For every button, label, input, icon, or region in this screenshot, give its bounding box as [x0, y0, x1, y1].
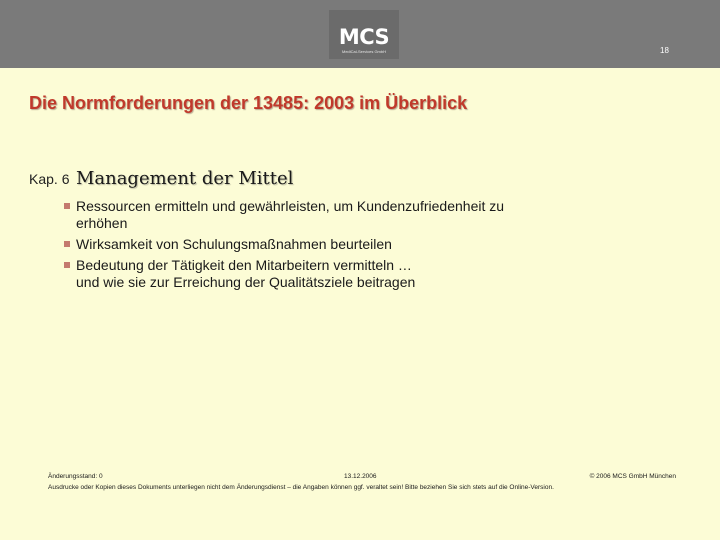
footer-disclaimer: Ausdrucke oder Kopien dieses Dokuments unterliegen nicht dem Änderungsdienst – die Angaben können ggf. veraltet sein! Bitte beziehen Sie sich stets auf die Online-Version.	[48, 484, 554, 491]
bullet-text: erhöhen	[76, 215, 128, 231]
footer-date: 13.12.2006	[344, 473, 377, 480]
bullet-text: und wie sie zur Erreichung der Qualitätsziele beitragen	[76, 274, 416, 290]
bullet-text: Wirksamkeit von Schulungsmaßnahmen beurteilen	[76, 236, 392, 252]
footer	[48, 471, 678, 493]
logo-text: MCS	[338, 24, 390, 49]
footer-meta-row	[48, 471, 678, 482]
bullet-item	[62, 257, 622, 291]
logo-subtext: MediCal-Services GmbH	[341, 48, 386, 54]
chapter-title: Management der Mittel	[75, 168, 294, 189]
square-bullet-icon	[64, 262, 70, 268]
bullet-text: Bedeutung der Tätigkeit den Mitarbeitern vermitteln …	[76, 257, 412, 273]
bullet-text: Ressourcen ermitteln und gewährleisten, um Kundenzufriedenheit zu	[76, 198, 505, 214]
slide-title: Die Normforderungen der 13485: 2003 im Überblick	[29, 93, 468, 113]
square-bullet-icon	[64, 203, 70, 209]
mcs-logo	[329, 10, 399, 59]
bullet-item	[62, 198, 622, 232]
bullet-item	[62, 236, 622, 253]
bullet-list	[62, 198, 622, 295]
copyright: © 2006 MCS GmbH München	[589, 473, 676, 480]
header-bar	[0, 0, 720, 68]
page-number: 18	[660, 46, 669, 55]
square-bullet-icon	[64, 241, 70, 247]
chapter-prefix: Kap. 6	[29, 171, 70, 187]
change-status: Änderungsstand: 0	[48, 473, 103, 480]
chapter-heading	[29, 168, 293, 189]
